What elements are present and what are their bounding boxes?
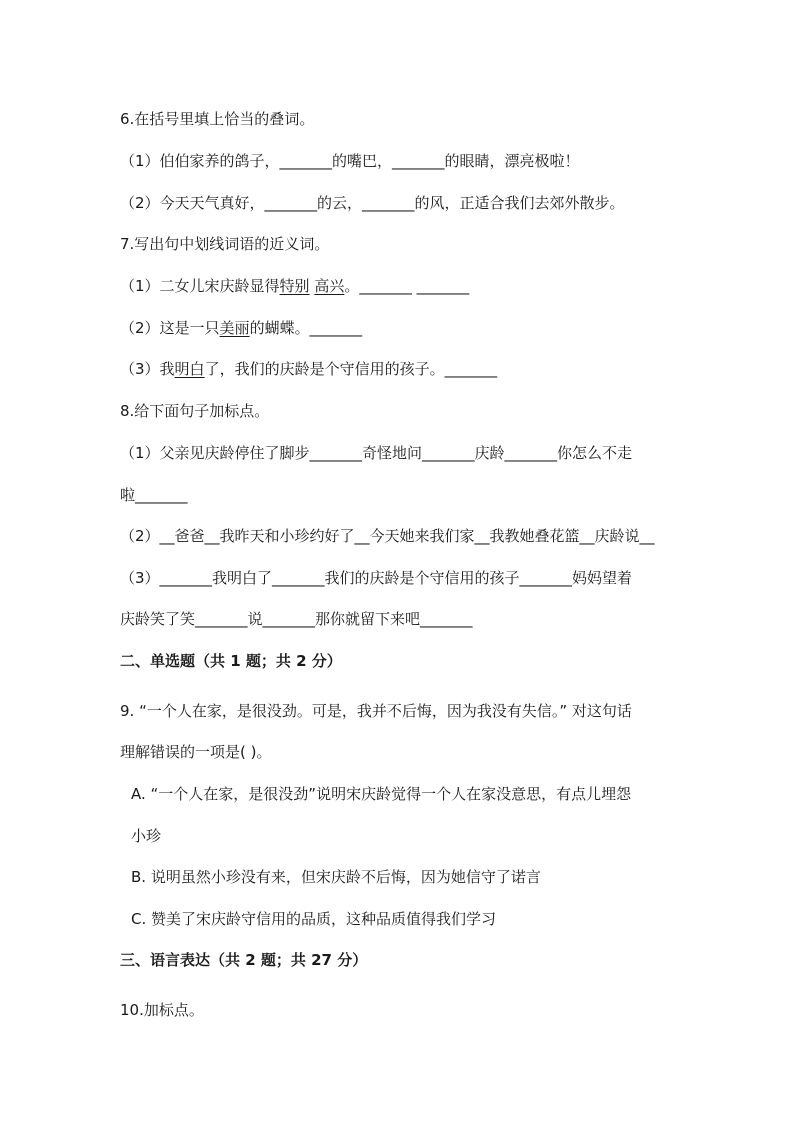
q7-item-2: （2）这是一只美丽的蝴蝶。_______ xyxy=(120,319,363,337)
q7-title: 7.写出句中划线词语的近义词。 xyxy=(120,235,330,253)
underlined-word: 高兴 xyxy=(314,277,345,295)
q8-item-1a: （1）父亲见庆龄停住了脚步_______奇怪地问_______庆龄_______你怎么不走 xyxy=(120,444,633,462)
q7-item-3: （3）我明白了，我们的庆龄是个守信用的孩子。_______ xyxy=(120,360,498,378)
section-2-heading: 二、单选题（共 1 题；共 2 分） xyxy=(120,652,342,670)
q10-title: 10.加标点。 xyxy=(120,1001,204,1019)
q9-option-a: A. “一个人在家，是很没劲”说明宋庆龄觉得一个人在家没意思，有点儿埋怨 xyxy=(131,785,632,803)
q6-title: 6.在括号里填上恰当的叠词。 xyxy=(120,110,315,128)
q7-item-1: （1）二女儿宋庆龄显得特别 高兴。_______ _______ xyxy=(120,277,470,295)
q8-item-3b: 庆龄笑了笑_______说_______那你就留下来吧_______ xyxy=(120,610,473,628)
q8-title: 8.给下面句子加标点。 xyxy=(120,402,270,420)
underlined-word: 特别 xyxy=(279,277,310,295)
q8-item-3a: （3）_______我明白了_______我们的庆龄是个守信用的孩子_______妈妈望着 xyxy=(120,569,633,587)
section-3-heading: 三、语言表达（共 2 题；共 27 分） xyxy=(120,951,368,969)
q8-item-1b: 啦_______ xyxy=(120,486,188,504)
q9-option-c: C. 赞美了宋庆龄守信用的品质，这种品质值得我们学习 xyxy=(131,910,497,928)
q9-stem-2: 理解错误的一项是( )。 xyxy=(120,743,272,761)
q9-stem-1: 9. “一个人在家，是很没劲。可是，我并不后悔，因为我没有失信。” 对这句话 xyxy=(120,702,632,720)
q6-item-2: （2）今天天气真好，_______的云，_______的风，正适合我们去郊外散步。 xyxy=(120,194,625,212)
q8-item-2: （2）__爸爸__我昨天和小珍约好了__今天她来我们家__我教她叠花篮__庆龄说__ xyxy=(120,527,655,545)
q6-item-1: （1）伯伯家养的鸽子，_______的嘴巴，_______的眼睛，漂亮极啦！ xyxy=(120,152,580,170)
underlined-word: 美丽 xyxy=(219,319,250,337)
underlined-word: 明白 xyxy=(174,360,205,378)
q9-option-b: B. 说明虽然小珍没有来，但宋庆龄不后悔，因为她信守了诺言 xyxy=(131,868,541,886)
q9-option-a-cont: 小珍 xyxy=(131,827,162,845)
